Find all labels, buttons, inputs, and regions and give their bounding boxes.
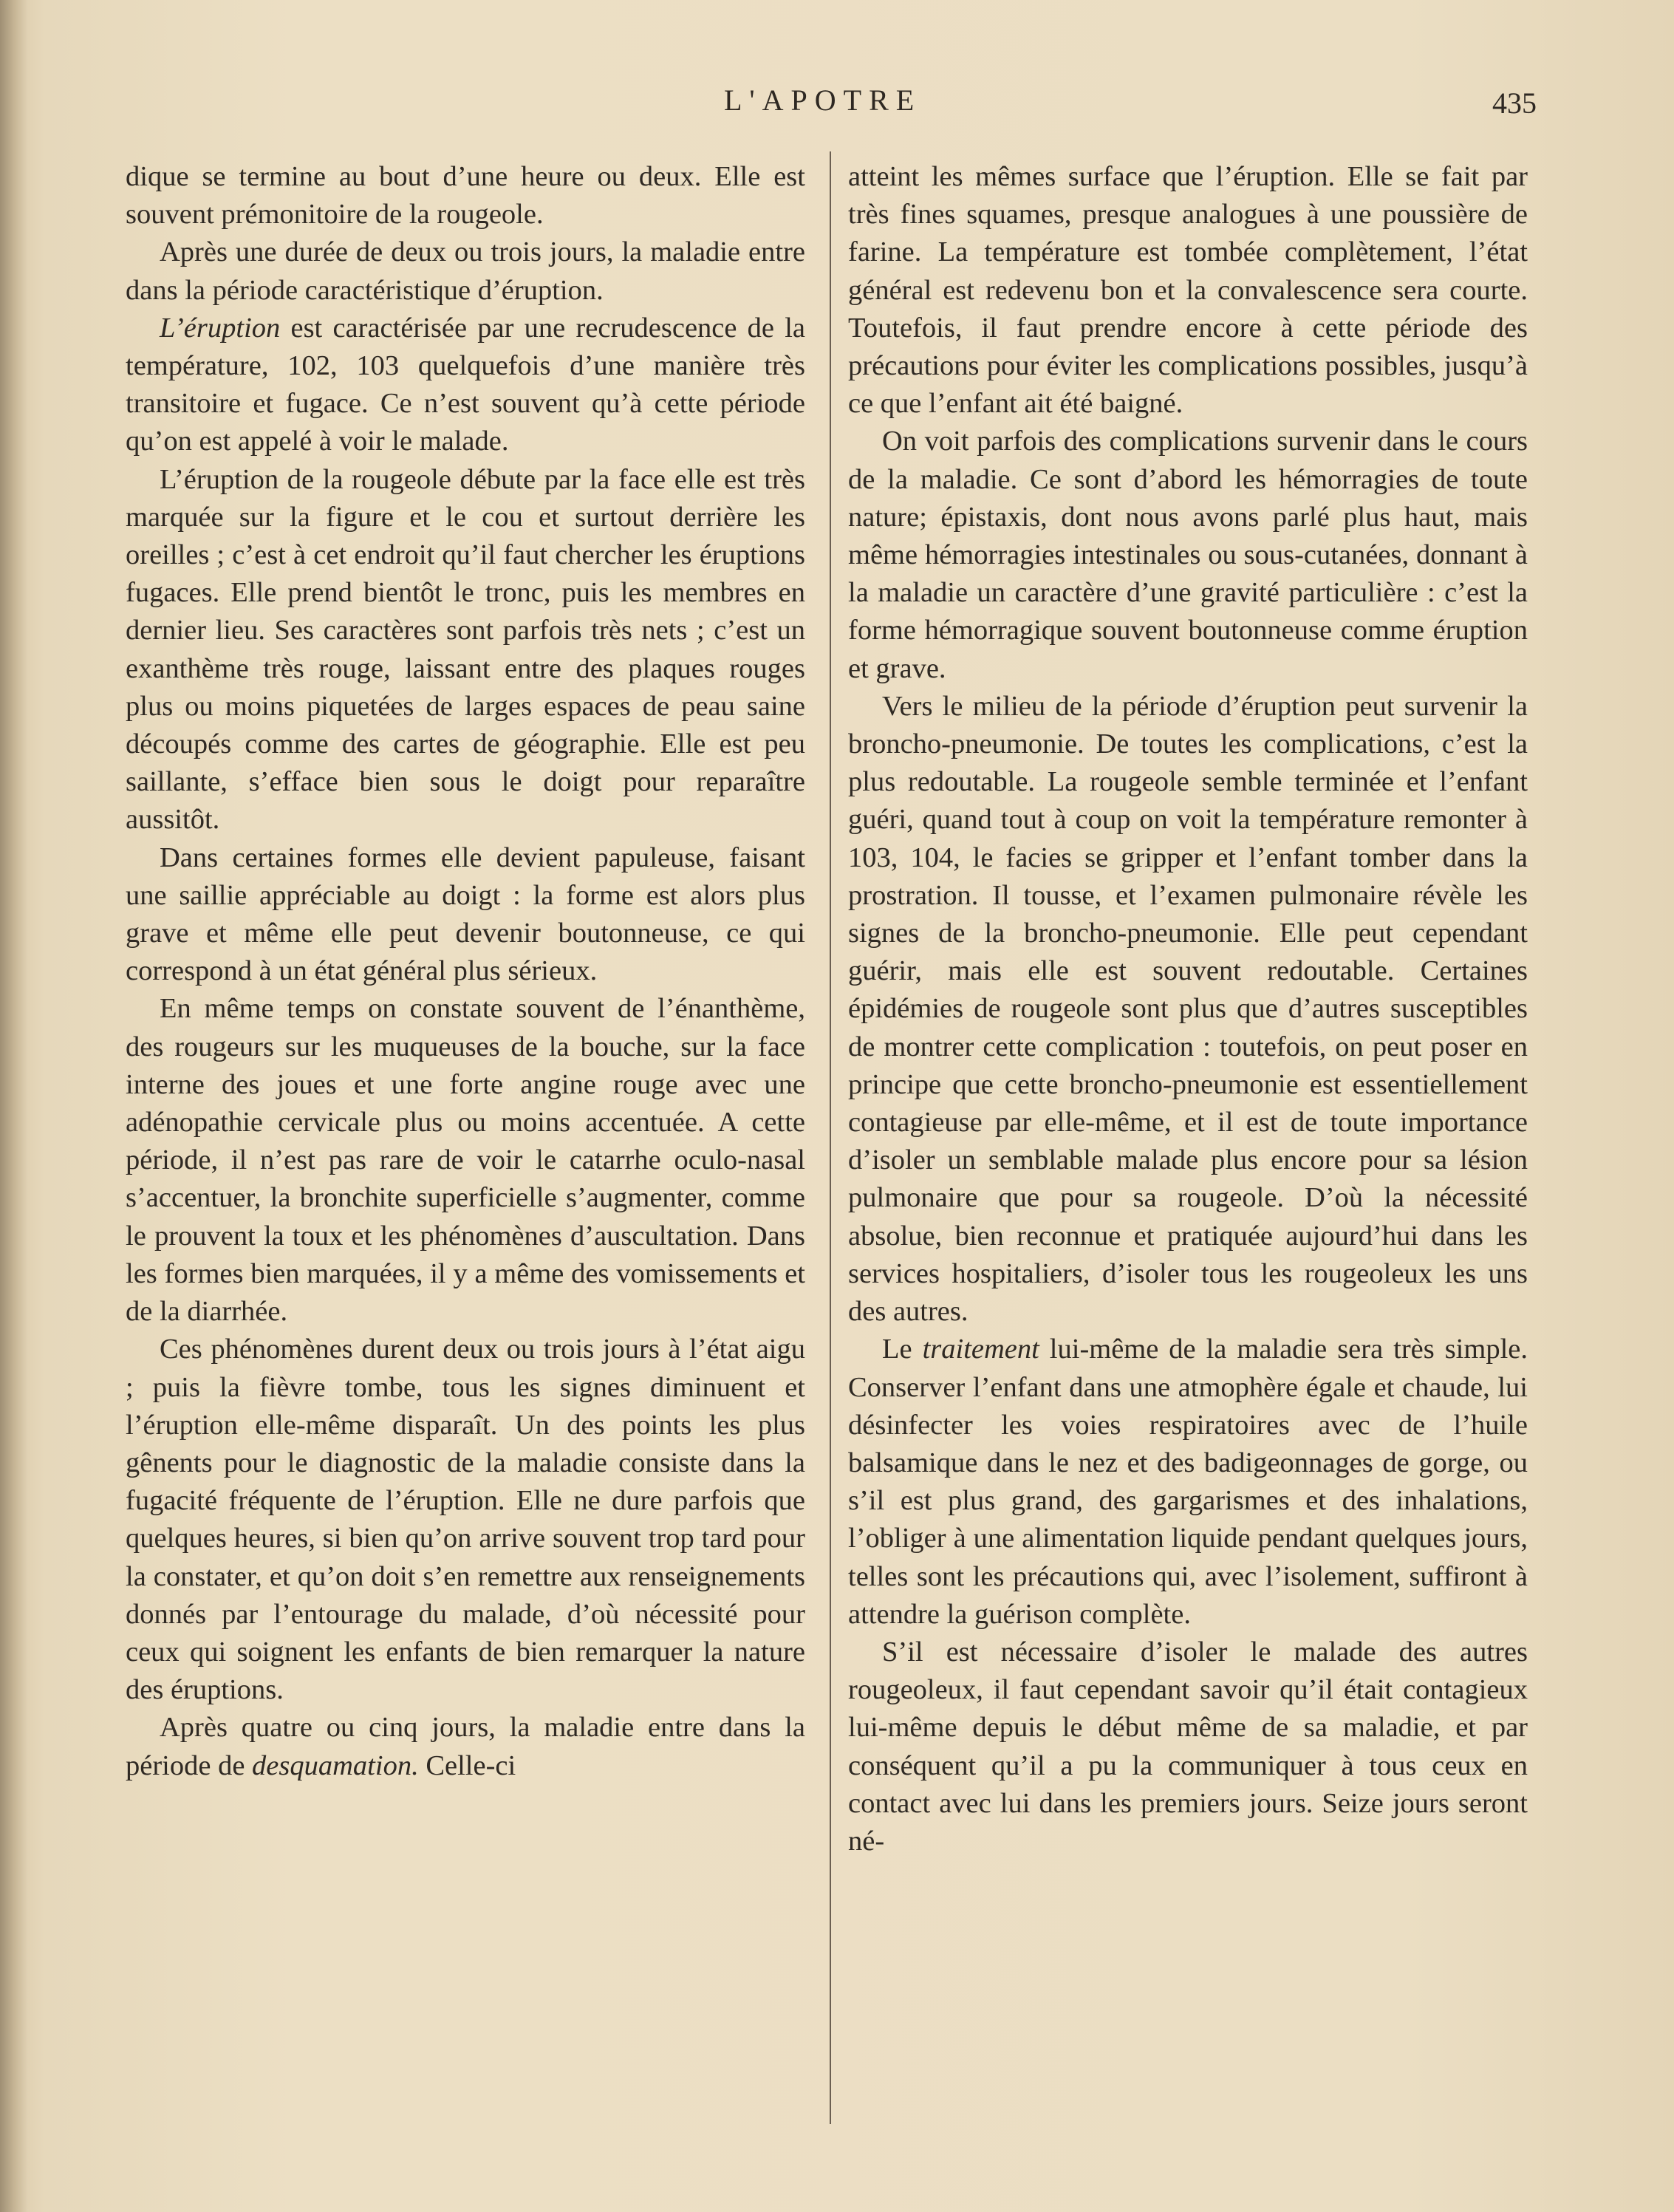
paragraph-text: Le: [882, 1334, 923, 1365]
paragraph-text: Celle-ci: [418, 1750, 516, 1781]
right-column: [848, 158, 1528, 1860]
italic-term: L’éruption: [160, 312, 281, 344]
paragraph: [126, 310, 805, 461]
paragraph: En même temps on constate souvent de l’énanthème, des rougeurs sur les muqueuses de la bouche, sur la face interne des joues et une forte angine rouge avec une adénopathie cervicale plus ou moins accentuée. A cette période, il n’est pas rare de voir le catarrhe oculo-nasal s’accentuer, la bronchite superficielle s’augmenter, comme le prouvent la toux et les phénomènes d’auscultation. Dans les formes bien marquées, il y a même des vomissements et de la diarrhée.: [126, 993, 805, 1328]
running-title: L'APOTRE: [724, 83, 922, 117]
paragraph-text: lui-même de la maladie sera très simple. Conserver l’enfant dans une atmophère égale et chaude, lui désinfecter les voies respiratoires avec de l’huile balsamique dans le nez et des badigeonnages de gorge, ou s’il est plus grand, des gargarismes et des inhalations, l’obliger à une alimentation liquide pendant quelques jours, telles sont les précautions qui, avec l’isolement, suffiront à attendre la guérison complète.: [848, 1334, 1528, 1630]
paragraph: S’il est nécessaire d’isoler le malade des autres rougeoleux, il faut cependant savoir qu’il était contagieux lui-même depuis le début même de sa maladie, et par conséquent qu’il a pu la communiquer à tous ceux en contact avec lui dans les premiers jours. Seize jours seront né-: [848, 1636, 1528, 1857]
column-divider: [830, 151, 831, 2124]
paragraph: Dans certaines formes elle devient papuleuse, faisant une saillie appréciable au doigt : la forme est alors plus grave et même elle peut devenir boutonneuse, ce qui correspond à un état général plus sérieux.: [126, 842, 805, 987]
page-number: 435: [1492, 86, 1537, 120]
left-column: [126, 158, 805, 1785]
page-header: [126, 83, 1537, 127]
paragraph: dique se termine au bout d’une heure ou deux. Elle est souvent prémonitoire de la rougeole.: [126, 161, 805, 231]
paragraph: Ces phénomènes durent deux ou trois jours à l’état aigu ; puis la fièvre tombe, tous les signes diminuent et l’éruption elle-même disparaît. Un des points les plus gênents pour le diagnostic de la maladie consiste dans la fugacité fréquente de l’éruption. Elle ne dure parfois que quelques heures, si bien qu’on arrive souvent trop tard pour la constater, et qu’on doit s’en remettre aux renseignements donnés par l’entourage du malade, d’où nécessité pour ceux qui soignent les enfants de bien remarquer la nature des éruptions.: [126, 1334, 805, 1706]
italic-term: traitement: [922, 1334, 1039, 1365]
italic-term: desquamation.: [252, 1750, 419, 1781]
paragraph: Vers le milieu de la période d’éruption peut survenir la broncho-pneumonie. De toutes les complications, c’est la plus redoutable. La rougeole semble terminée et l’enfant guéri, quand tout à coup on voit la température remonter à 103, 104, le facies se gripper et l’enfant tomber dans la prostration. Il tousse, et l’examen pulmonaire révèle les signes de la broncho-pneumonie. Elle peut cependant guérir, mais elle est souvent redoutable. Certaines épidémies de rougeole sont plus que d’autres susceptibles de montrer cette complication : toutefois, on peut poser en principe que cette broncho-pneumonie est essentiellement contagieuse par elle-même, et il est de toute importance d’isoler un semblable malade plus encore pour sa lésion pulmonaire que pour sa rougeole. D’où la nécessité absolue, bien reconnue et pratiquée aujourd’hui dans les services hospitaliers, d’isoler tous les rougeoleux les uns des autres.: [848, 690, 1528, 1328]
paragraph: Après une durée de deux ou trois jours, la maladie entre dans la période caractéristique d’éruption.: [126, 236, 805, 306]
paragraph: L’éruption de la rougeole débute par la face elle est très marquée sur la figure et le cou et surtout derrière les oreilles ; c’est à cet endroit qu’il faut chercher les éruptions fugaces. Elle prend bientôt le tronc, puis les membres en dernier lieu. Ses caractères sont parfois très nets ; c’est un exanthème très rouge, laissant entre des plaques rouges plus ou moins piquetées de larges espaces de peau saine découpés comme des cartes de géographie. Elle est peu saillante, s’efface bien sous le doigt pour reparaître aussitôt.: [126, 463, 805, 836]
paragraph-text: Après quatre ou cinq jours, la maladie entre dans la période de: [126, 1712, 805, 1781]
paragraph: [848, 1331, 1528, 1634]
paragraph: On voit parfois des complications survenir dans le cours de la maladie. Ce sont d’abord les hémorragies de toute nature; épistaxis, dont nous avons parlé plus haut, mais même hémorragies intestinales ou sous-cutanées, donnant à la maladie un caractère d’une gravité particulière : c’est la forme hémorragique souvent boutonneuse comme éruption et grave.: [848, 426, 1528, 684]
paragraph-text: est caractérisée par une recrudescence de la température, 102, 103 quelquefois d’une manière très transitoire et fugace. Ce n’est souvent qu’à cette période qu’on est appelé à voir le malade.: [126, 312, 805, 457]
paragraph: [126, 1709, 805, 1784]
page-binding-edge: [0, 0, 28, 2212]
paragraph: atteint les mêmes surface que l’éruption. Elle se fait par très fines squames, presque analogues à une poussière de farine. La température est tombée complètement, l’état général est redevenu bon et la convalescence sera courte. Toutefois, il faut prendre encore à cette période des précautions pour éviter les complications possibles, jusqu’à ce que l’enfant ait été baigné.: [848, 161, 1528, 420]
